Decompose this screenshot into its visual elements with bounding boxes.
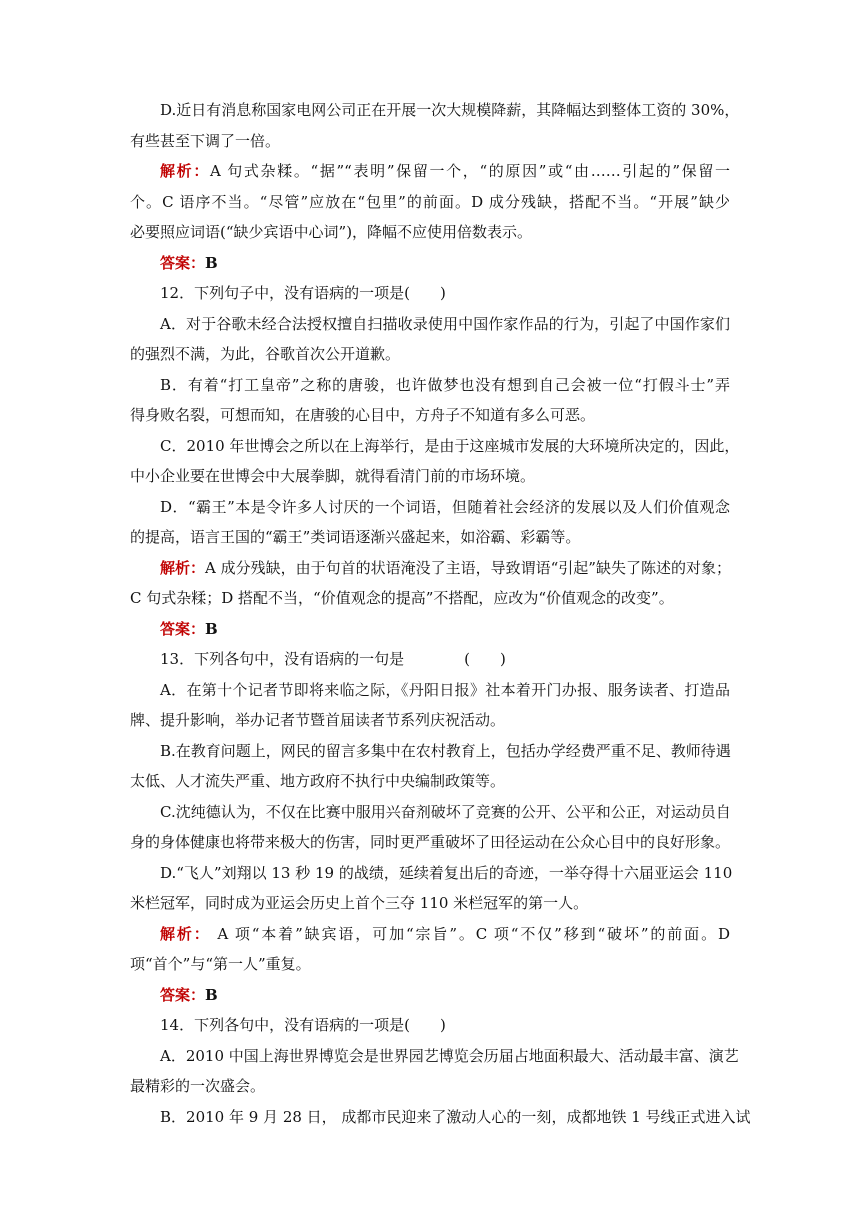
text-line: [130, 1102, 751, 1133]
line-text: 得身败名裂，可想而知，在唐骏的心目中，方舟子不知道有多么可恶。: [130, 406, 596, 424]
document-body: [130, 95, 751, 1132]
line-text: 米栏冠军，同时成为亚运会历史上首个三夺 110 米栏冠军的第一人。: [130, 894, 589, 912]
question-paragraph: [130, 858, 733, 919]
text-line: [130, 187, 730, 218]
question-paragraph: [130, 431, 740, 492]
line-text: 的强烈不满，为此，谷歌首次公开道歉。: [130, 345, 401, 363]
text-line: [130, 1041, 739, 1072]
answer-label: 答案：: [160, 619, 206, 638]
analysis-paragraph: [130, 919, 730, 980]
text-line: [130, 431, 740, 462]
text-line: [130, 309, 730, 340]
question-paragraph: [130, 675, 730, 736]
line-text: C.沈纯德认为，不仅在比赛中服用兴奋剂破坏了竞赛的公开、公平和公正，对运动员自: [160, 802, 731, 821]
text-line: [130, 370, 730, 401]
text-line: [130, 705, 730, 736]
line-text: 项“首个”与“第一人”重复。: [130, 955, 311, 973]
text-line: [130, 400, 730, 431]
answer-text: [130, 614, 730, 645]
analysis-paragraph: [130, 156, 730, 248]
text-line: [130, 827, 730, 858]
text-line: [130, 461, 730, 492]
line-text: 13．下列各句中，没有语病的一句是 ( ): [160, 650, 506, 668]
answer-line: [130, 980, 730, 1011]
line-text: A 句式杂糅。“据”“表明”保留一个，“的原因”或“由……引起的”保留一: [209, 162, 730, 180]
line-text: A．对于谷歌未经合法授权擅自扫描收录使用中国作家作品的行为，引起了中国作家们: [160, 314, 730, 333]
line-text: B．有着“打工皇帝”之称的唐骏，也许做梦也没有想到自己会被一位“打假斗士”弄: [160, 375, 730, 394]
analysis-label: 解析：: [160, 162, 210, 180]
text-line: [130, 217, 730, 248]
text-line: [130, 126, 730, 157]
answer-value: B: [205, 253, 218, 272]
line-text: A 成分残缺，由于句首的状语淹没了主语，导致谓语“引起”缺失了陈述的对象；: [205, 558, 731, 577]
text-line: [130, 339, 730, 370]
line-text: A．在第十个记者节即将来临之际，《丹阳日报》社本着开门办报、服务读者、打造品: [160, 680, 730, 699]
answer-line: [130, 248, 730, 279]
question-paragraph: [130, 278, 730, 309]
text-line: [130, 95, 740, 126]
line-text: B．2010 年 9 月 28 日， 成都市民迎来了激动人心的一刻，成都地铁 1 号线正式进入试: [160, 1107, 751, 1126]
line-text: D.“飞人”刘翔以 13 秒 19 的战绩，延续着复出后的奇迹，一举夺得十六届亚运会 110: [160, 863, 733, 882]
text-line: [130, 675, 730, 706]
line-text: 最精彩的一次盛会。: [130, 1077, 266, 1095]
answer-value: B: [205, 985, 218, 1004]
question-paragraph: [130, 644, 730, 675]
text-line: [130, 583, 730, 614]
line-text: 12．下列句子中，没有语病的一项是( ): [160, 284, 446, 302]
line-text: D.近日有消息称国家电网公司正在开展一次大规模降薪，其降幅达到整体工资的 30%，: [160, 101, 740, 119]
text-line: [130, 919, 730, 950]
text-line: [130, 1010, 730, 1041]
text-line: [130, 492, 730, 523]
question-paragraph: [130, 492, 730, 553]
question-paragraph: [130, 309, 730, 370]
text-line: [130, 553, 730, 584]
answer-label: 答案：: [160, 253, 206, 272]
text-line: [130, 522, 730, 553]
line-text: B.在教育问题上，网民的留言多集中在农村教育上，包括办学经费严重不足、教师待遇: [160, 741, 731, 760]
text-line: [130, 278, 730, 309]
text-line: [130, 858, 733, 889]
line-text: 个。C 语序不当。“尽管”应放在“包里”的前面。D 成分残缺，搭配不当。“开展”缺少: [130, 192, 730, 211]
line-text: D．“霸王”本是令许多人讨厌的一个词语，但随着社会经济的发展以及人们价值观念: [160, 497, 730, 516]
analysis-label: 解析：: [160, 924, 211, 943]
question-paragraph: [130, 1010, 730, 1041]
line-text: 必要照应词语(“缺少宾语中心词”)，降幅不应使用倍数表示。: [130, 223, 533, 241]
text-line: [130, 949, 730, 980]
text-line: [130, 1071, 730, 1102]
answer-label: 答案：: [160, 985, 206, 1004]
text-line: [130, 766, 730, 797]
text-line: [130, 644, 730, 675]
text-line: [130, 888, 730, 919]
text-line: [130, 736, 730, 767]
question-paragraph: [130, 736, 730, 797]
question-paragraph: [130, 797, 730, 858]
line-text: A 项“本着”缺宾语，可加“宗旨”。C 项“不仅”移到“破坏”的前面。D: [210, 924, 730, 943]
line-text: 牌、提升影响，举办记者节暨首届读者节系列庆祝活动。: [130, 711, 506, 729]
answer-text: [130, 248, 730, 279]
analysis-paragraph: [130, 553, 730, 614]
line-text: 有些甚至下调了一倍。: [130, 131, 281, 150]
answer-text: [130, 980, 730, 1011]
question-paragraph: [130, 1102, 751, 1133]
question-paragraph: [130, 95, 740, 156]
answer-line: [130, 614, 730, 645]
question-paragraph: [130, 370, 730, 431]
text-line: [130, 156, 730, 187]
line-text: 身的身体健康也将带来极大的伤害，同时更严重破坏了田径运动在公众心目中的良好形象。: [130, 833, 731, 851]
line-text: C 句式杂糅；D 搭配不当，“价值观念的提高”不搭配，应改为“价值观念的改变”。: [130, 589, 674, 607]
line-text: 太低、人才流失严重、地方政府不执行中央编制政策等。: [130, 772, 506, 790]
line-text: 中小企业要在世博会中大展拳脚，就得看清门前的市场环境。: [130, 467, 536, 485]
text-line: [130, 797, 730, 828]
analysis-label: 解析：: [160, 558, 206, 577]
line-text: A．2010 中国上海世界博览会是世界园艺博览会历届占地面积最大、活动最丰富、演艺: [160, 1046, 739, 1065]
question-paragraph: [130, 1041, 739, 1102]
line-text: 的提高，语言王国的“霸王”类词语逐渐兴盛起来，如浴霸、彩霸等。: [130, 528, 581, 546]
line-text: 14．下列各句中，没有语病的一项是( ): [160, 1016, 446, 1034]
line-text: C．2010 年世博会之所以在上海举行，是由于这座城市发展的大环境所决定的，因此，: [160, 436, 740, 455]
answer-value: B: [205, 619, 218, 638]
